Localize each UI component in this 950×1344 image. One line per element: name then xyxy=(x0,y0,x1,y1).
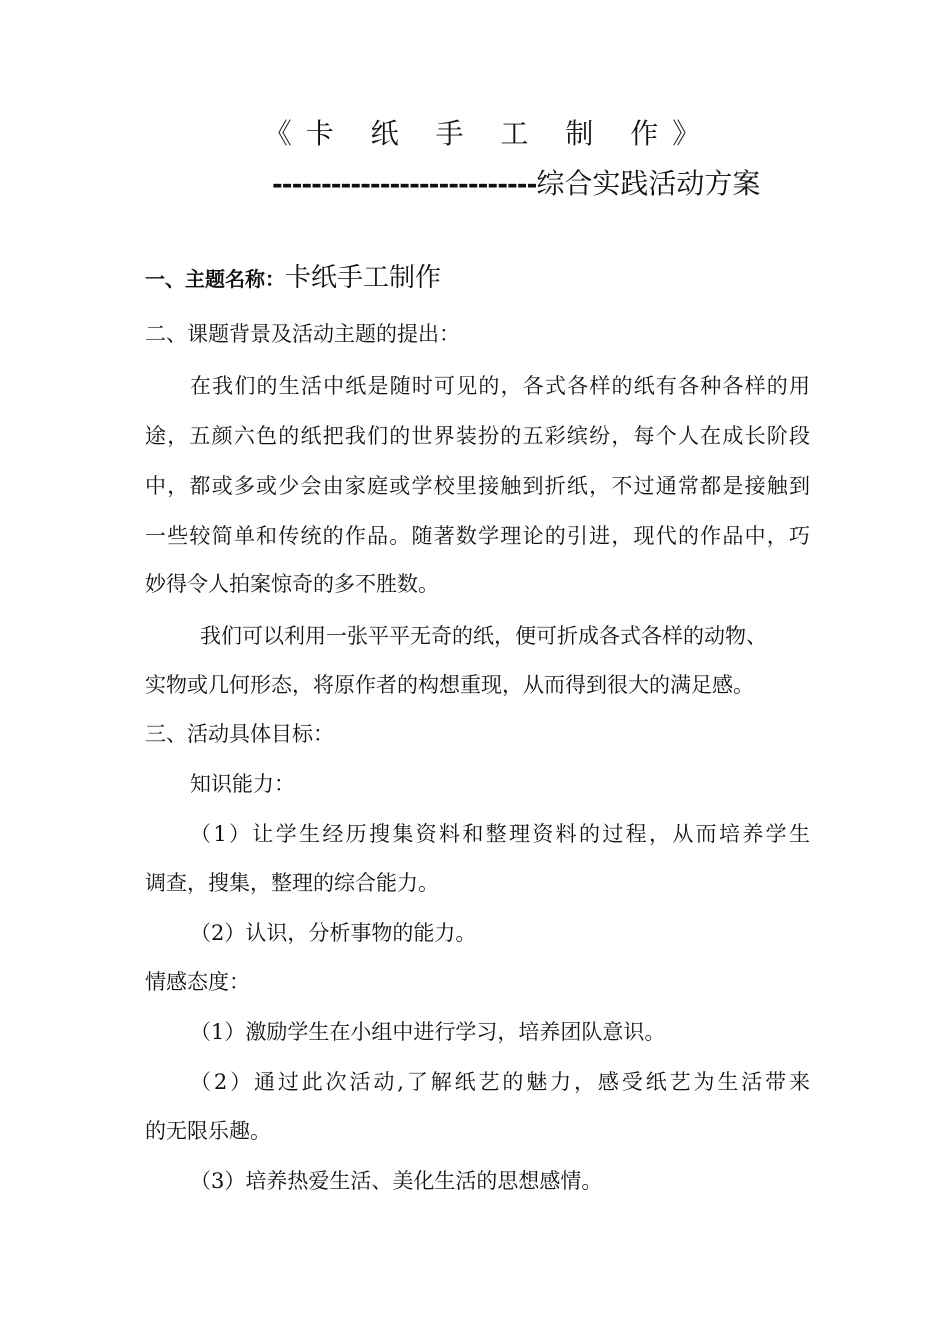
paragraph-line: 妙得令人拍案惊奇的多不胜数。 xyxy=(145,572,439,596)
list-item: （2）认识，分析事物的能力。 xyxy=(190,921,477,945)
list-item: （1）让学生经历搜集资料和整理资料的过程，从而培养学生 xyxy=(190,822,810,846)
list-item: （2）通过此次活动,了解纸艺的魅力，感受纸艺为生活带来 xyxy=(190,1070,810,1094)
paragraph-line: 中，都或多或少会由家庭或学校里接触到折纸，不过通常都是接触到 xyxy=(145,474,810,498)
section-1-label: 一、主题名称： xyxy=(145,267,285,291)
knowledge-heading: 知识能力： xyxy=(190,772,295,796)
section-3-heading: 三、活动具体目标： xyxy=(145,722,334,746)
list-item: （1）激励学生在小组中进行学习，培养团队意识。 xyxy=(190,1020,666,1044)
subtitle-dashes: --------------------------- xyxy=(272,170,537,200)
document-subtitle xyxy=(272,162,760,202)
paragraph-line: 途，五颜六色的纸把我们的世界装扮的五彩缤纷，每个人在成长阶段 xyxy=(145,424,810,448)
list-item: 调查，搜集，整理的综合能力。 xyxy=(145,871,439,895)
paragraph-line: 在我们的生活中纸是随时可见的，各式各样的纸有各种各样的用 xyxy=(190,374,810,398)
paragraph-line: 一些较简单和传统的作品。随著数学理论的引进，现代的作品中，巧 xyxy=(145,524,810,548)
section-2-heading: 二、课题背景及活动主题的提出： xyxy=(145,322,460,346)
subtitle-text: 综合实践活动方案 xyxy=(536,167,761,200)
emotion-heading: 情感态度： xyxy=(145,970,250,994)
section-1-heading xyxy=(145,262,810,295)
paragraph-line: 我们可以利用一张平平无奇的纸，便可折成各式各样的动物、 xyxy=(200,624,767,648)
document-title: 《卡 纸 手 工 制 作》 xyxy=(263,117,715,150)
list-item: 的无限乐趣。 xyxy=(145,1119,271,1143)
section-1-value: 卡纸手工制作 xyxy=(285,263,442,293)
list-item: （3）培养热爱生活、美化生活的思想感情。 xyxy=(190,1169,603,1193)
paragraph-line: 实物或几何形态，将原作者的构想重现，从而得到很大的满足感。 xyxy=(145,673,754,697)
